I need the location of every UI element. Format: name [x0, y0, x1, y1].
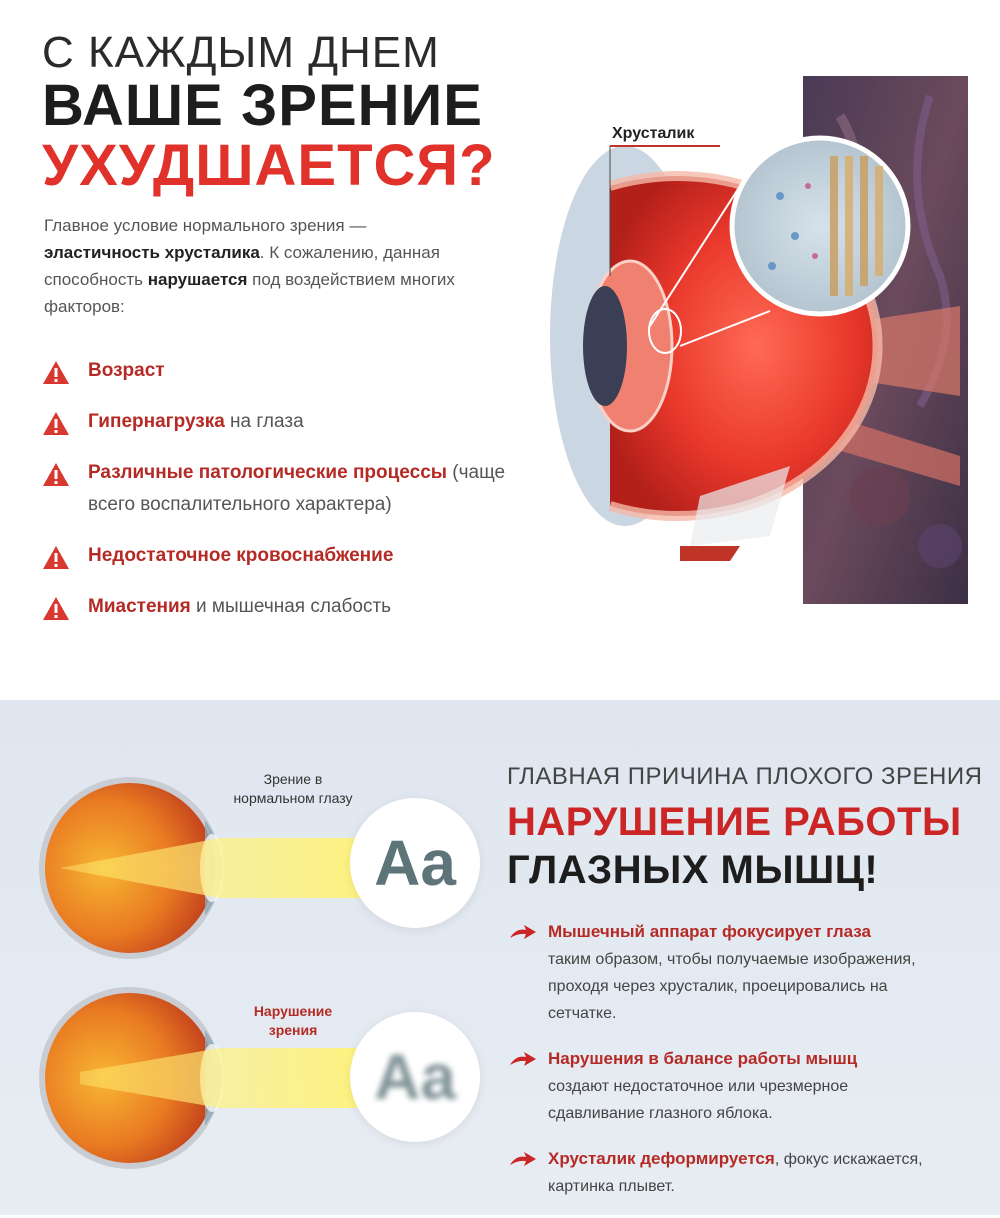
arrow-icon — [508, 924, 538, 942]
impaired-vision-label: Нарушение зрения — [253, 1003, 333, 1038]
headline-line-2: ВАШЕ ЗРЕНИЕ — [42, 73, 483, 138]
intro-bold-1: эластичность хрусталика — [44, 243, 260, 262]
cause-point — [508, 1145, 948, 1200]
blurred-sample-text: Aa — [374, 1041, 456, 1113]
factor-item — [42, 540, 522, 572]
cause-title-dark: ГЛАЗНЫХ МЫШЦ! — [507, 848, 879, 892]
blurred-sample-circle — [350, 1012, 480, 1142]
factor-strong: Возраст — [88, 360, 165, 381]
point-rest: , фокус искажается, картинка плывет. — [548, 1151, 923, 1195]
warning-icon — [42, 462, 70, 487]
factor-rest: и мышечная слабость — [190, 596, 392, 617]
factors-list — [42, 355, 522, 642]
factor-item — [42, 457, 522, 521]
factor-rest: (чаще всего воспалительного характера) — [88, 462, 506, 515]
warning-icon — [42, 596, 70, 621]
factor-strong: Миастения — [88, 596, 191, 617]
intro-paragraph — [44, 212, 514, 320]
cause-title-red: НАРУШЕНИЕ РАБОТЫ — [507, 800, 962, 844]
factor-rest: на глаза — [224, 411, 304, 432]
factor-item — [42, 591, 522, 623]
sharp-sample-circle — [350, 798, 480, 928]
factor-strong: Гипернагрузка — [88, 411, 225, 432]
warning-icon — [42, 411, 70, 436]
headline-line-3: УХУДШАЕТСЯ? — [42, 133, 496, 198]
factor-item — [42, 355, 522, 387]
intro-text-3: под воздействием многих факторов: — [44, 270, 455, 316]
intro-text-1: Главное условие нормального зрения — — [44, 216, 367, 235]
point-rest: создают недостаточное или чрезмерное сдавливание глазного яблока. — [548, 1078, 849, 1122]
intro-bold-2: нарушается — [147, 270, 248, 289]
point-strong: Нарушения в балансе работы мышц — [548, 1049, 858, 1068]
cause-point — [508, 1045, 948, 1127]
factor-strong: Различные патологические процессы — [88, 462, 447, 483]
lens-label: Хрусталик — [612, 125, 695, 142]
factor-item — [42, 406, 522, 438]
sharp-sample-text: Aa — [374, 827, 456, 899]
eye-cross-section-illustration — [540, 76, 970, 606]
cause-point — [508, 918, 948, 1027]
intro-text-2: . К сожалению, данная способность — [44, 243, 440, 289]
arrow-icon — [508, 1051, 538, 1069]
cause-points-list — [508, 918, 948, 1218]
warning-icon — [42, 360, 70, 385]
point-rest: таким образом, чтобы получаемые изображения, проходя через хрусталик, проецировались на сетчатке. — [548, 951, 916, 1022]
arrow-icon — [508, 1151, 538, 1169]
headline-line-1: С КАЖДЫМ ДНЕМ — [42, 28, 440, 77]
point-strong: Мышечный аппарат фокусирует глаза — [548, 922, 871, 941]
cause-subtitle: ГЛАВНАЯ ПРИЧИНА ПЛОХОГО ЗРЕНИЯ — [507, 763, 983, 790]
normal-vision-label: Зрение в нормальном глазу — [233, 771, 353, 806]
warning-icon — [42, 545, 70, 570]
factor-strong: Недостаточное кровоснабжение — [88, 545, 394, 566]
point-strong: Хрусталик деформируется — [548, 1149, 775, 1168]
